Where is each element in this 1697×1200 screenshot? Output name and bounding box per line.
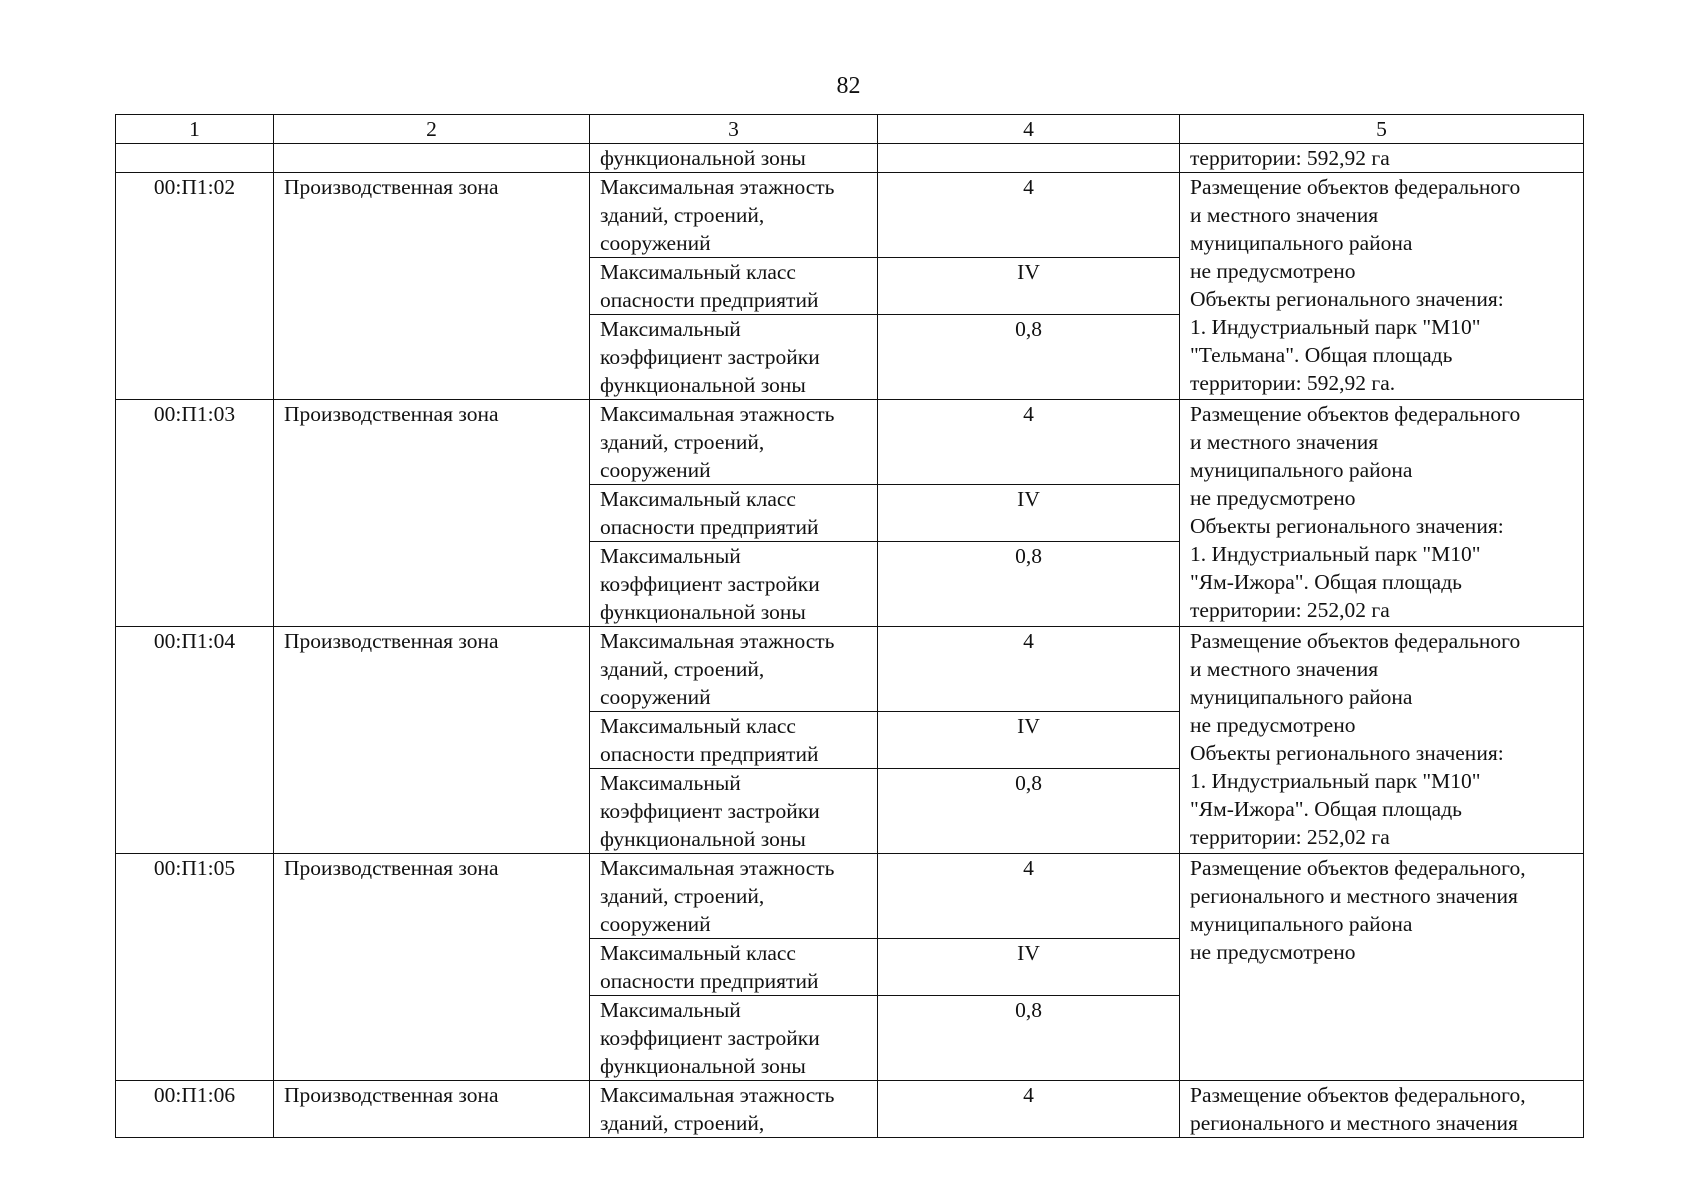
text-line: территории: 252,02 га bbox=[1190, 825, 1390, 849]
header-cell: 5 bbox=[1180, 115, 1584, 144]
header-cell: 4 bbox=[878, 115, 1180, 144]
text-line: муниципального района bbox=[1190, 458, 1413, 482]
table-row bbox=[116, 854, 1584, 939]
parameter-cell bbox=[590, 173, 878, 258]
text-line: сооружений bbox=[600, 912, 711, 936]
text-line: Максимальная этажность bbox=[600, 629, 835, 653]
value-cell: 4 bbox=[878, 400, 1180, 485]
text-line: Максимальный bbox=[600, 998, 741, 1022]
text-line: не предусмотрено bbox=[1190, 713, 1356, 737]
parameter-cell bbox=[590, 315, 878, 400]
notes-cell bbox=[1180, 400, 1584, 627]
text-line: не предусмотрено bbox=[1190, 259, 1356, 283]
value-cell: IV bbox=[878, 712, 1180, 769]
text-line: зданий, строений, bbox=[600, 657, 765, 681]
header-cell: 1 bbox=[116, 115, 274, 144]
parameter-cell bbox=[590, 542, 878, 627]
page-number: 82 bbox=[836, 73, 861, 99]
text-line: территории: 592,92 га bbox=[1190, 146, 1390, 170]
text-line: коэффициент застройки bbox=[600, 1026, 820, 1050]
notes-cell bbox=[1180, 1081, 1584, 1138]
value-cell: IV bbox=[878, 939, 1180, 996]
text-line: функциональной зоны bbox=[600, 600, 806, 624]
value-cell: 0,8 bbox=[878, 769, 1180, 854]
text-line: зданий, строений, bbox=[600, 430, 765, 454]
text-line: "Тельмана". Общая площадь bbox=[1190, 343, 1453, 367]
text-line: Максимальный класс bbox=[600, 714, 796, 738]
text-line: 1. Индустриальный парк "М10" bbox=[1190, 769, 1481, 793]
value-cell: 4 bbox=[878, 854, 1180, 939]
text-line: Максимальная этажность bbox=[600, 856, 835, 880]
header-cell: 2 bbox=[274, 115, 590, 144]
text-line: 1. Индустриальный парк "М10" bbox=[1190, 542, 1481, 566]
text-line: не предусмотрено bbox=[1190, 486, 1356, 510]
text-line: Максимальный класс bbox=[600, 487, 796, 511]
header-row bbox=[116, 115, 1584, 144]
text-line: муниципального района bbox=[1190, 912, 1413, 936]
zone-name-cell: Производственная зона bbox=[274, 854, 590, 1081]
text-line: Объекты регионального значения: bbox=[1190, 741, 1504, 765]
zone-name-cell: Производственная зона bbox=[274, 1081, 590, 1138]
text-line: функциональной зоны bbox=[600, 373, 806, 397]
text-line: Размещение объектов федерального, bbox=[1190, 856, 1526, 880]
zone-name-cell: Производственная зона bbox=[274, 173, 590, 400]
parameter-cell bbox=[590, 854, 878, 939]
text-line: Размещение объектов федерального, bbox=[1190, 1083, 1526, 1107]
zone-code-cell: 00:П1:04 bbox=[116, 627, 274, 854]
parameter-cell bbox=[590, 939, 878, 996]
text-line: и местного значения bbox=[1190, 657, 1379, 681]
text-line: Максимальный bbox=[600, 544, 741, 568]
text-line: Объекты регионального значения: bbox=[1190, 514, 1504, 538]
value-cell: 4 bbox=[878, 173, 1180, 258]
text-line: муниципального района bbox=[1190, 685, 1413, 709]
text-line: сооружений bbox=[600, 458, 711, 482]
zone-name-cell bbox=[274, 144, 590, 173]
zone-code-cell: 00:П1:02 bbox=[116, 173, 274, 400]
parameter-cell bbox=[590, 996, 878, 1081]
text-line: функциональной зоны bbox=[600, 146, 806, 170]
text-line: коэффициент застройки bbox=[600, 345, 820, 369]
header-cell: 3 bbox=[590, 115, 878, 144]
text-line: зданий, строений, bbox=[600, 1111, 765, 1135]
text-line: не предусмотрено bbox=[1190, 940, 1356, 964]
text-line: опасности предприятий bbox=[600, 515, 819, 539]
value-cell: 0,8 bbox=[878, 996, 1180, 1081]
text-line: территории: 592,92 га. bbox=[1190, 371, 1396, 395]
text-line: регионального и местного значения bbox=[1190, 884, 1518, 908]
parameter-cell bbox=[590, 712, 878, 769]
parameter-cell bbox=[590, 1081, 878, 1138]
table-row bbox=[116, 173, 1584, 258]
notes-cell bbox=[1180, 627, 1584, 854]
text-line: сооружений bbox=[600, 231, 711, 255]
text-line: Максимальная этажность bbox=[600, 175, 835, 199]
text-line: функциональной зоны bbox=[600, 827, 806, 851]
value-cell bbox=[878, 144, 1180, 173]
text-line: территории: 252,02 га bbox=[1190, 598, 1390, 622]
text-line: Максимальный класс bbox=[600, 260, 796, 284]
code-cell bbox=[116, 144, 274, 173]
text-line: Максимальный bbox=[600, 771, 741, 795]
zone-code-cell: 00:П1:03 bbox=[116, 400, 274, 627]
text-line: сооружений bbox=[600, 685, 711, 709]
notes-cell bbox=[1180, 854, 1584, 1081]
text-line: опасности предприятий bbox=[600, 969, 819, 993]
text-line: зданий, строений, bbox=[600, 884, 765, 908]
parameter-cell bbox=[590, 485, 878, 542]
text-line: Максимальный bbox=[600, 317, 741, 341]
value-cell: IV bbox=[878, 258, 1180, 315]
text-line: и местного значения bbox=[1190, 203, 1379, 227]
parameter-cell bbox=[590, 400, 878, 485]
text-line: Размещение объектов федерального bbox=[1190, 402, 1521, 426]
text-line: Объекты регионального значения: bbox=[1190, 287, 1504, 311]
text-line: зданий, строений, bbox=[600, 203, 765, 227]
value-cell: 0,8 bbox=[878, 542, 1180, 627]
continuation-row bbox=[116, 144, 1584, 173]
text-line: Максимальный класс bbox=[600, 941, 796, 965]
text-line: Максимальная этажность bbox=[600, 402, 835, 426]
parameter-cell bbox=[590, 627, 878, 712]
zone-name-cell: Производственная зона bbox=[274, 400, 590, 627]
parameter-cell bbox=[590, 144, 878, 173]
text-line: Размещение объектов федерального bbox=[1190, 175, 1521, 199]
table-row bbox=[116, 627, 1584, 712]
zone-name-cell: Производственная зона bbox=[274, 627, 590, 854]
text-line: муниципального района bbox=[1190, 231, 1413, 255]
text-line: "Ям-Ижора". Общая площадь bbox=[1190, 570, 1462, 594]
text-line: опасности предприятий bbox=[600, 742, 819, 766]
value-cell: 4 bbox=[878, 1081, 1180, 1138]
notes-cell bbox=[1180, 173, 1584, 400]
text-line: регионального и местного значения bbox=[1190, 1111, 1518, 1135]
text-line: 1. Индустриальный парк "М10" bbox=[1190, 315, 1481, 339]
parameter-cell bbox=[590, 258, 878, 315]
text-line: опасности предприятий bbox=[600, 288, 819, 312]
notes-cell bbox=[1180, 144, 1584, 173]
table-row bbox=[116, 1081, 1584, 1138]
text-line: "Ям-Ижора". Общая площадь bbox=[1190, 797, 1462, 821]
parameter-cell bbox=[590, 769, 878, 854]
text-line: функциональной зоны bbox=[600, 1054, 806, 1078]
text-line: коэффициент застройки bbox=[600, 799, 820, 823]
text-line: коэффициент застройки bbox=[600, 572, 820, 596]
text-line: и местного значения bbox=[1190, 430, 1379, 454]
table-row bbox=[116, 400, 1584, 485]
text-line: Размещение объектов федерального bbox=[1190, 629, 1521, 653]
value-cell: 4 bbox=[878, 627, 1180, 712]
zones-table bbox=[115, 114, 1584, 1138]
value-cell: IV bbox=[878, 485, 1180, 542]
zone-code-cell: 00:П1:06 bbox=[116, 1081, 274, 1138]
text-line: Максимальная этажность bbox=[600, 1083, 835, 1107]
value-cell: 0,8 bbox=[878, 315, 1180, 400]
zone-code-cell: 00:П1:05 bbox=[116, 854, 274, 1081]
